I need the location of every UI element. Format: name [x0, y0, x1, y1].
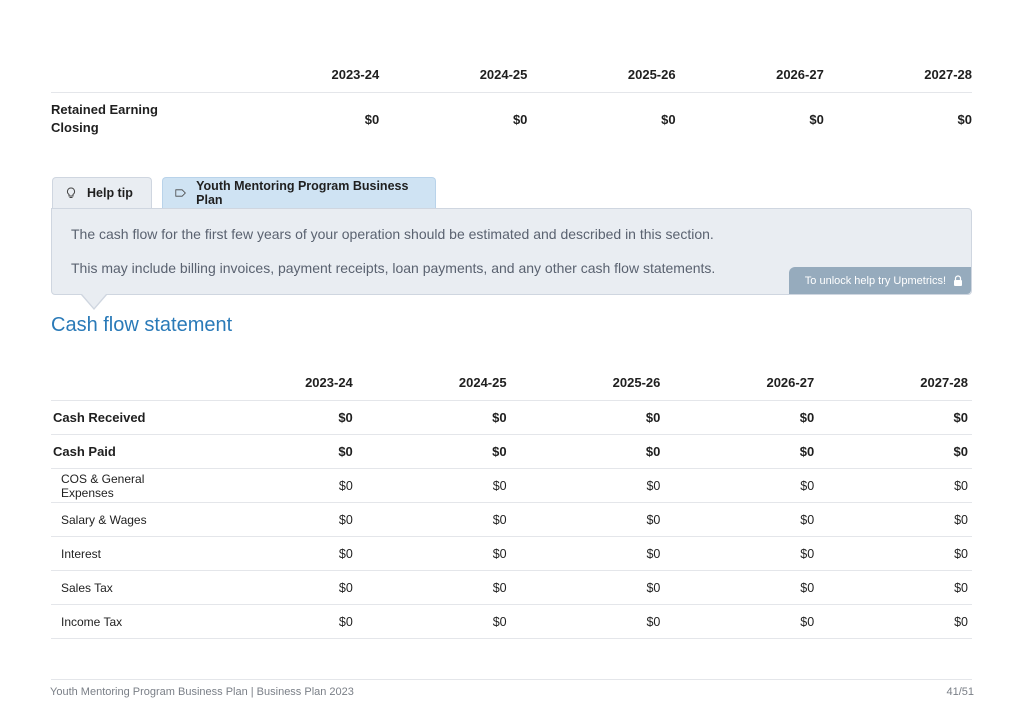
unlock-help-button[interactable]: [789, 267, 971, 294]
tab-label: Help tip: [87, 186, 133, 200]
cell-value: $0: [664, 401, 818, 435]
unlock-label: To unlock help try Upmetrics!: [804, 274, 946, 287]
cell-value: $0: [818, 571, 972, 605]
lightbulb-icon: [65, 187, 77, 199]
cell-value: $0: [203, 537, 357, 571]
cell-value: $0: [664, 537, 818, 571]
cell-value: $0: [357, 435, 511, 469]
cell-value: $0: [661, 111, 676, 127]
cell-value: $0: [818, 401, 972, 435]
page-number: 41/51: [946, 686, 974, 698]
year-header: 2024-25: [357, 364, 511, 401]
tab-help-tip[interactable]: [52, 177, 152, 208]
help-pointer: [82, 294, 106, 308]
table-row: [51, 537, 972, 571]
table-row: [51, 605, 972, 639]
cell-value: $0: [818, 605, 972, 639]
cell-value: $0: [511, 401, 665, 435]
cell-value: $0: [511, 435, 665, 469]
cell-value: $0: [511, 605, 665, 639]
year-header: 2023-24: [331, 66, 380, 82]
year-header: 2027-28: [924, 66, 973, 82]
row-label: Cash Received: [51, 401, 203, 435]
help-text: This may include billing invoices, payment receipts, loan payments, and any other cash flow statements.: [71, 260, 716, 276]
row-label: Interest: [51, 537, 203, 571]
cell-value: $0: [511, 571, 665, 605]
cell-value: $0: [357, 503, 511, 537]
table-row: [51, 571, 972, 605]
year-header: 2025-26: [511, 364, 665, 401]
help-tip-panel: [51, 208, 972, 295]
row-label: Retained Earning Closing: [51, 102, 158, 135]
cell-value: $0: [809, 111, 824, 127]
year-header: 2023-24: [203, 364, 357, 401]
row-label: Cash Paid: [51, 435, 203, 469]
retained-earning-table: [51, 56, 972, 145]
cell-value: $0: [203, 571, 357, 605]
row-label: Income Tax: [51, 605, 203, 639]
row-label: Salary & Wages: [51, 503, 203, 537]
year-header: 2025-26: [627, 66, 676, 82]
cell-value: $0: [357, 571, 511, 605]
cell-value: $0: [511, 469, 665, 503]
table-row: [51, 435, 972, 469]
cell-value: $0: [664, 503, 818, 537]
table-header: [51, 56, 972, 93]
table-header: [51, 364, 972, 401]
lock-icon: [953, 275, 963, 286]
table-row: [51, 93, 972, 145]
cell-value: $0: [664, 435, 818, 469]
cell-value: $0: [357, 605, 511, 639]
footer-divider: [51, 679, 972, 680]
cell-value: $0: [664, 469, 818, 503]
cell-value: $0: [203, 503, 357, 537]
cell-value: $0: [818, 537, 972, 571]
cell-value: $0: [357, 469, 511, 503]
footer-title: Youth Mentoring Program Business Plan | Business Plan 2023: [50, 686, 354, 698]
cell-value: $0: [203, 469, 357, 503]
cell-value: $0: [512, 111, 528, 127]
year-header: 2024-25: [479, 66, 528, 82]
cell-value: $0: [511, 503, 665, 537]
table-row: [51, 503, 972, 537]
table-row: [51, 469, 972, 503]
tab-label: Youth Mentoring Program Business Plan: [196, 179, 409, 207]
table-row: [51, 401, 972, 435]
help-text: The cash flow for the first few years of your operation should be estimated and described in this section.: [71, 226, 714, 242]
cell-value: $0: [957, 111, 973, 127]
section-title: Cash flow statement: [51, 314, 233, 336]
cell-value: $0: [664, 605, 818, 639]
cell-value: $0: [203, 605, 357, 639]
cell-value: $0: [818, 435, 972, 469]
cell-value: $0: [357, 401, 511, 435]
cell-value: $0: [357, 537, 511, 571]
cell-value: $0: [203, 401, 357, 435]
tag-icon: [175, 187, 186, 199]
cell-value: $0: [664, 571, 818, 605]
year-header: 2027-28: [818, 364, 972, 401]
row-label: Sales Tax: [51, 571, 203, 605]
cell-value: $0: [511, 537, 665, 571]
year-header: 2026-27: [664, 364, 818, 401]
cell-value: $0: [818, 469, 972, 503]
cell-value: $0: [364, 111, 380, 127]
cell-value: $0: [203, 435, 357, 469]
year-header: 2026-27: [776, 66, 824, 82]
row-label: COS & General Expenses: [51, 469, 203, 503]
help-tabs: [52, 177, 436, 209]
cell-value: $0: [818, 503, 972, 537]
tab-business-plan[interactable]: [162, 177, 436, 208]
cash-flow-table: [51, 364, 972, 639]
